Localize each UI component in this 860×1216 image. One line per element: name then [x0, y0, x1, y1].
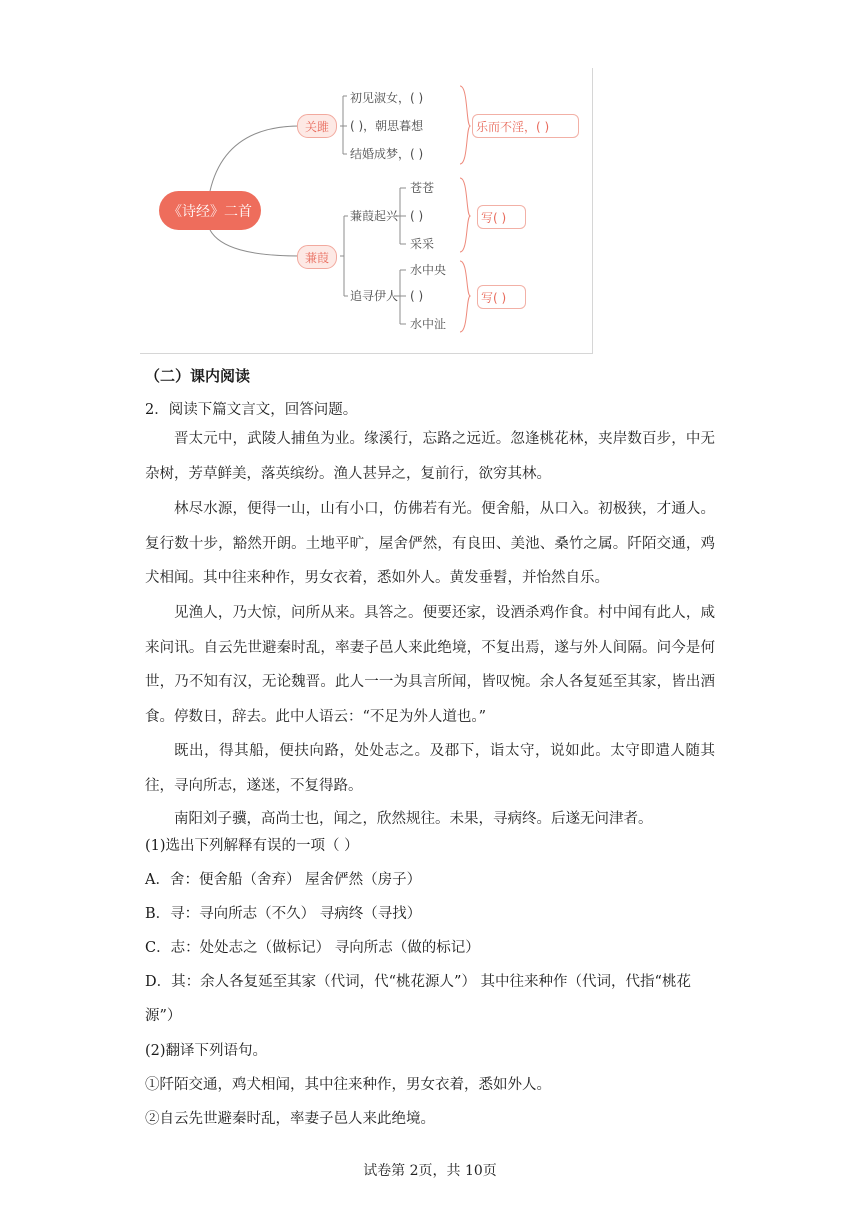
passage-paragraph: 林尽水源，便得一山，山有小口，仿佛若有光。便舍船，从口入。初极狭，才通人。复行数十步，豁然开朗。土地平旷，屋舍俨然，有良田、美池、桑竹之属。阡陌交通，鸡犬相闻。其中往来种作，男女衣着，悉如外人。黄发垂髫，并怡然自乐。 — [145, 501, 715, 587]
jianjia-item: 苍苍 — [410, 181, 435, 195]
option-d: D．其：余人各复延至其家（代词，代“桃花源人”） 其中往来种作（代词，代指“桃花 — [145, 974, 691, 990]
option-a: A．舍：便舍船（舍弃） 屋舍俨然（房子） — [145, 872, 422, 888]
sub-question-2-prompt: (2)翻译下列语句。 — [145, 1043, 268, 1059]
jianjia-group-label: 追寻伊人 — [350, 289, 399, 303]
guanju-summary: 乐而不淫，( ) — [472, 114, 579, 138]
mindmap-root: 《诗经》二首 — [159, 191, 261, 230]
jianjia-item: ( ) — [410, 209, 424, 223]
passage-paragraph: 南阳刘子骥，高尚士也，闻之，欣然规往。未果，寻病终。后遂无问津者。 — [174, 811, 653, 827]
option-b: B．寻：寻向所志（不久） 寻病终（寻找） — [145, 906, 422, 922]
section-heading: （二）课内阅读 — [145, 367, 251, 385]
jianjia-item: 水中沚 — [410, 317, 447, 331]
option-c: C．志：处处志之（做标记） 寻向所志（做的标记） — [145, 940, 480, 956]
translate-item-1: ①阡陌交通，鸡犬相闻，其中往来种作，男女衣着，悉如外人。 — [145, 1077, 551, 1093]
guanju-item: 结婚成梦，( ) — [350, 147, 424, 161]
question-prompt: 2．阅读下篇文言文，回答问题。 — [145, 402, 358, 418]
jianjia-item: 采采 — [410, 237, 435, 251]
jianjia-item: ( ) — [410, 289, 424, 303]
jianjia-item: 水中央 — [410, 263, 447, 277]
page-footer: 试卷第 2页，共 10页 — [363, 1163, 497, 1179]
branch-guanju: 关雎 — [297, 114, 337, 138]
jianjia-group-label: 蒹葭起兴 — [350, 209, 399, 223]
guanju-item: ( )，朝思暮想 — [350, 119, 424, 133]
guanju-item: 初见淑女，( ) — [350, 91, 424, 105]
passage-paragraph: 见渔人，乃大惊，问所从来。具答之。便要还家，设酒杀鸡作食。村中闻有此人，咸来问讯。自云先世避秦时乱，率妻子邑人来此绝境，不复出焉，遂与外人间隔。问今是何世，乃不知有汉，无论魏晋。此人一一为具言所闻，皆叹惋。余人各复延至其家，皆出酒食。停数日，辞去。此中人语云：“不足为外人道也。” — [145, 605, 715, 725]
passage-paragraph: 既出，得其船，便扶向路，处处志之。及郡下，诣太守，说如此。太守即遣人随其往，寻向所志，遂迷，不复得路。 — [145, 743, 715, 794]
mind-map — [140, 68, 593, 354]
translate-item-2: ②自云先世避秦时乱，率妻子邑人来此绝境。 — [145, 1111, 435, 1127]
option-d-continued: 源”） — [145, 1008, 182, 1024]
branch-jianjia: 蒹葭 — [297, 245, 337, 269]
jianjia-summary: 写( ) — [477, 285, 526, 309]
passage-paragraph: 晋太元中，武陵人捕鱼为业。缘溪行，忘路之远近。忽逢桃花林，夹岸数百步，中无杂树，芳草鲜美，落英缤纷。渔人甚异之，复前行，欲穷其林。 — [145, 431, 715, 482]
sub-question-1-prompt: (1)选出下列解释有误的一项（ ） — [145, 838, 359, 854]
jianjia-summary: 写( ) — [477, 205, 526, 229]
